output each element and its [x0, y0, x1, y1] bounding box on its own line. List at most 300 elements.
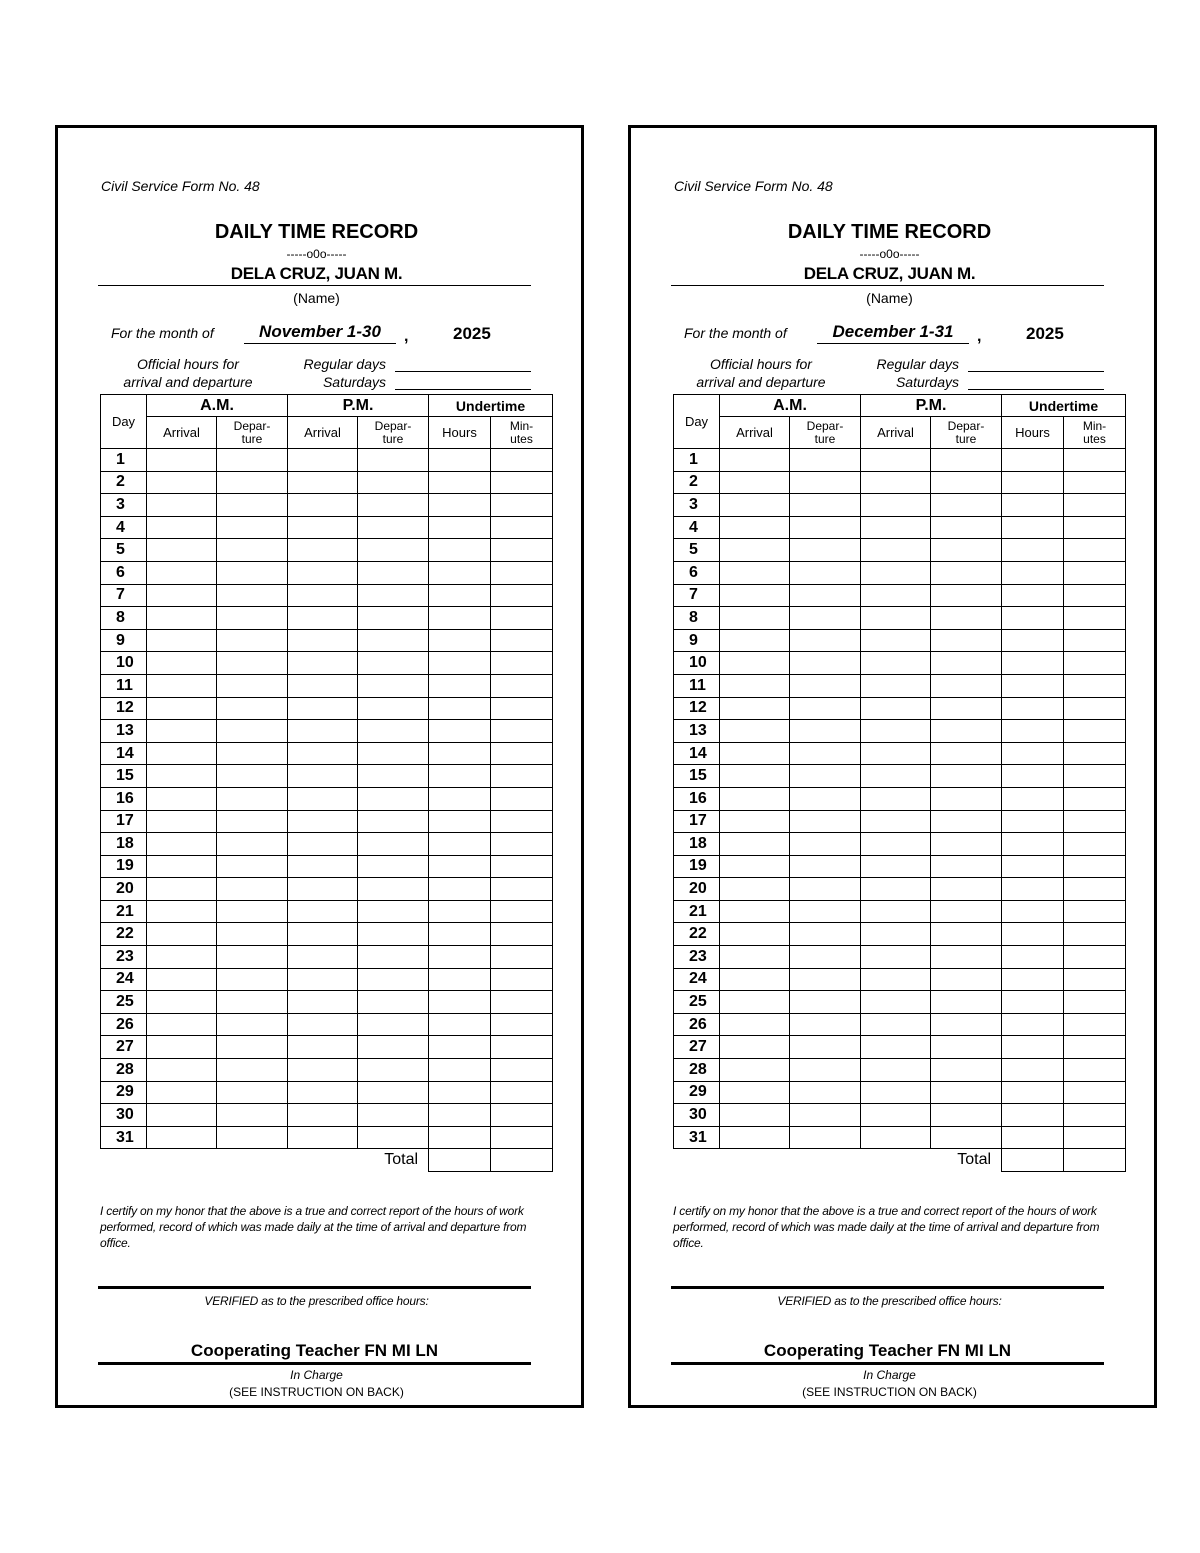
am-departure-cell[interactable] — [790, 968, 861, 991]
pm-departure-cell[interactable] — [931, 742, 1002, 765]
pm-arrival-cell[interactable] — [861, 1104, 931, 1127]
pm-departure-cell[interactable] — [358, 584, 429, 607]
undertime-hours-cell[interactable] — [429, 968, 491, 991]
pm-arrival-cell[interactable] — [288, 516, 358, 539]
undertime-minutes-cell[interactable] — [491, 471, 553, 494]
undertime-hours-cell[interactable] — [1002, 742, 1064, 765]
employee-signature-line[interactable] — [98, 1286, 531, 1289]
pm-departure-cell[interactable] — [931, 584, 1002, 607]
undertime-minutes-cell[interactable] — [491, 810, 553, 833]
am-arrival-cell[interactable] — [720, 833, 790, 856]
am-arrival-cell[interactable] — [720, 742, 790, 765]
undertime-minutes-cell[interactable] — [1064, 629, 1126, 652]
am-arrival-cell[interactable] — [147, 765, 217, 788]
pm-arrival-cell[interactable] — [288, 584, 358, 607]
pm-arrival-cell[interactable] — [861, 946, 931, 969]
pm-departure-cell[interactable] — [931, 1104, 1002, 1127]
am-arrival-cell[interactable] — [147, 1126, 217, 1149]
undertime-hours-cell[interactable] — [1002, 494, 1064, 517]
pm-departure-cell[interactable] — [931, 516, 1002, 539]
am-departure-cell[interactable] — [217, 720, 288, 743]
undertime-hours-cell[interactable] — [1002, 674, 1064, 697]
am-arrival-cell[interactable] — [720, 900, 790, 923]
undertime-minutes-cell[interactable] — [491, 900, 553, 923]
undertime-hours-cell[interactable] — [1002, 1126, 1064, 1149]
undertime-minutes-cell[interactable] — [1064, 539, 1126, 562]
pm-departure-cell[interactable] — [358, 1104, 429, 1127]
undertime-hours-cell[interactable] — [1002, 561, 1064, 584]
pm-arrival-cell[interactable] — [861, 674, 931, 697]
undertime-minutes-cell[interactable] — [1064, 946, 1126, 969]
am-departure-cell[interactable] — [790, 674, 861, 697]
undertime-minutes-cell[interactable] — [491, 1036, 553, 1059]
am-arrival-cell[interactable] — [147, 855, 217, 878]
pm-departure-cell[interactable] — [931, 449, 1002, 472]
undertime-minutes-cell[interactable] — [491, 720, 553, 743]
pm-departure-cell[interactable] — [358, 833, 429, 856]
undertime-hours-cell[interactable] — [1002, 1104, 1064, 1127]
am-arrival-cell[interactable] — [147, 494, 217, 517]
undertime-hours-cell[interactable] — [1002, 720, 1064, 743]
undertime-minutes-cell[interactable] — [491, 697, 553, 720]
undertime-hours-cell[interactable] — [1002, 471, 1064, 494]
pm-departure-cell[interactable] — [358, 1126, 429, 1149]
am-departure-cell[interactable] — [790, 991, 861, 1014]
undertime-minutes-cell[interactable] — [491, 991, 553, 1014]
undertime-hours-cell[interactable] — [1002, 787, 1064, 810]
undertime-minutes-cell[interactable] — [1064, 742, 1126, 765]
am-departure-cell[interactable] — [790, 449, 861, 472]
pm-departure-cell[interactable] — [931, 968, 1002, 991]
undertime-minutes-cell[interactable] — [491, 494, 553, 517]
total-hours-cell[interactable] — [429, 1149, 491, 1172]
am-arrival-cell[interactable] — [147, 697, 217, 720]
am-arrival-cell[interactable] — [720, 923, 790, 946]
undertime-hours-cell[interactable] — [429, 900, 491, 923]
am-departure-cell[interactable] — [217, 923, 288, 946]
undertime-hours-cell[interactable] — [429, 494, 491, 517]
undertime-minutes-cell[interactable] — [491, 607, 553, 630]
undertime-hours-cell[interactable] — [429, 471, 491, 494]
am-arrival-cell[interactable] — [147, 1059, 217, 1082]
am-departure-cell[interactable] — [790, 1059, 861, 1082]
am-arrival-cell[interactable] — [147, 923, 217, 946]
undertime-hours-cell[interactable] — [1002, 878, 1064, 901]
pm-departure-cell[interactable] — [931, 720, 1002, 743]
pm-departure-cell[interactable] — [931, 1059, 1002, 1082]
undertime-minutes-cell[interactable] — [1064, 1059, 1126, 1082]
pm-departure-cell[interactable] — [931, 629, 1002, 652]
undertime-hours-cell[interactable] — [1002, 855, 1064, 878]
undertime-minutes-cell[interactable] — [491, 1126, 553, 1149]
am-departure-cell[interactable] — [217, 1104, 288, 1127]
pm-arrival-cell[interactable] — [861, 449, 931, 472]
pm-departure-cell[interactable] — [358, 674, 429, 697]
undertime-hours-cell[interactable] — [429, 946, 491, 969]
pm-arrival-cell[interactable] — [861, 878, 931, 901]
pm-departure-cell[interactable] — [931, 652, 1002, 675]
am-arrival-cell[interactable] — [147, 629, 217, 652]
pm-arrival-cell[interactable] — [861, 494, 931, 517]
pm-departure-cell[interactable] — [931, 991, 1002, 1014]
pm-arrival-cell[interactable] — [288, 674, 358, 697]
undertime-hours-cell[interactable] — [1002, 516, 1064, 539]
undertime-hours-cell[interactable] — [1002, 584, 1064, 607]
am-departure-cell[interactable] — [217, 494, 288, 517]
pm-arrival-cell[interactable] — [288, 1013, 358, 1036]
pm-arrival-cell[interactable] — [288, 607, 358, 630]
pm-departure-cell[interactable] — [931, 674, 1002, 697]
undertime-hours-cell[interactable] — [1002, 900, 1064, 923]
undertime-hours-cell[interactable] — [1002, 607, 1064, 630]
pm-arrival-cell[interactable] — [861, 561, 931, 584]
undertime-hours-cell[interactable] — [1002, 833, 1064, 856]
undertime-hours-cell[interactable] — [429, 516, 491, 539]
am-arrival-cell[interactable] — [147, 449, 217, 472]
am-departure-cell[interactable] — [217, 561, 288, 584]
am-arrival-cell[interactable] — [147, 539, 217, 562]
pm-departure-cell[interactable] — [358, 561, 429, 584]
am-departure-cell[interactable] — [217, 810, 288, 833]
pm-arrival-cell[interactable] — [288, 449, 358, 472]
am-departure-cell[interactable] — [790, 516, 861, 539]
pm-departure-cell[interactable] — [931, 1013, 1002, 1036]
am-departure-cell[interactable] — [790, 878, 861, 901]
pm-arrival-cell[interactable] — [288, 1059, 358, 1082]
pm-departure-cell[interactable] — [931, 900, 1002, 923]
am-arrival-cell[interactable] — [720, 968, 790, 991]
pm-departure-cell[interactable] — [931, 810, 1002, 833]
total-minutes-cell[interactable] — [491, 1149, 553, 1172]
am-arrival-cell[interactable] — [720, 878, 790, 901]
undertime-hours-cell[interactable] — [429, 539, 491, 562]
am-departure-cell[interactable] — [217, 900, 288, 923]
pm-arrival-cell[interactable] — [861, 923, 931, 946]
regular-days-field[interactable] — [968, 371, 1104, 372]
undertime-hours-cell[interactable] — [429, 561, 491, 584]
pm-arrival-cell[interactable] — [288, 878, 358, 901]
am-arrival-cell[interactable] — [147, 833, 217, 856]
am-departure-cell[interactable] — [217, 968, 288, 991]
pm-arrival-cell[interactable] — [288, 765, 358, 788]
am-arrival-cell[interactable] — [720, 855, 790, 878]
am-arrival-cell[interactable] — [720, 720, 790, 743]
undertime-minutes-cell[interactable] — [1064, 810, 1126, 833]
undertime-minutes-cell[interactable] — [1064, 561, 1126, 584]
am-departure-cell[interactable] — [790, 810, 861, 833]
am-departure-cell[interactable] — [217, 516, 288, 539]
am-departure-cell[interactable] — [217, 449, 288, 472]
pm-departure-cell[interactable] — [358, 1059, 429, 1082]
am-arrival-cell[interactable] — [720, 449, 790, 472]
undertime-hours-cell[interactable] — [429, 991, 491, 1014]
am-arrival-cell[interactable] — [720, 1104, 790, 1127]
undertime-minutes-cell[interactable] — [491, 1104, 553, 1127]
pm-arrival-cell[interactable] — [861, 833, 931, 856]
pm-departure-cell[interactable] — [931, 833, 1002, 856]
undertime-minutes-cell[interactable] — [1064, 494, 1126, 517]
undertime-hours-cell[interactable] — [429, 1126, 491, 1149]
undertime-minutes-cell[interactable] — [1064, 923, 1126, 946]
am-arrival-cell[interactable] — [147, 742, 217, 765]
undertime-minutes-cell[interactable] — [1064, 652, 1126, 675]
undertime-minutes-cell[interactable] — [1064, 878, 1126, 901]
undertime-minutes-cell[interactable] — [1064, 787, 1126, 810]
undertime-hours-cell[interactable] — [1002, 946, 1064, 969]
in-charge-signature-line[interactable] — [98, 1362, 531, 1365]
undertime-minutes-cell[interactable] — [1064, 991, 1126, 1014]
undertime-minutes-cell[interactable] — [1064, 1104, 1126, 1127]
pm-departure-cell[interactable] — [931, 539, 1002, 562]
pm-arrival-cell[interactable] — [288, 539, 358, 562]
pm-arrival-cell[interactable] — [288, 652, 358, 675]
undertime-minutes-cell[interactable] — [1064, 833, 1126, 856]
pm-departure-cell[interactable] — [931, 471, 1002, 494]
undertime-minutes-cell[interactable] — [491, 629, 553, 652]
am-departure-cell[interactable] — [790, 1104, 861, 1127]
pm-arrival-cell[interactable] — [288, 629, 358, 652]
undertime-minutes-cell[interactable] — [1064, 1126, 1126, 1149]
pm-departure-cell[interactable] — [358, 742, 429, 765]
pm-arrival-cell[interactable] — [861, 1059, 931, 1082]
pm-departure-cell[interactable] — [358, 900, 429, 923]
pm-arrival-cell[interactable] — [288, 900, 358, 923]
am-arrival-cell[interactable] — [147, 561, 217, 584]
undertime-minutes-cell[interactable] — [491, 742, 553, 765]
pm-departure-cell[interactable] — [358, 652, 429, 675]
pm-arrival-cell[interactable] — [861, 900, 931, 923]
am-arrival-cell[interactable] — [147, 1104, 217, 1127]
am-departure-cell[interactable] — [790, 629, 861, 652]
saturdays-field[interactable] — [968, 389, 1104, 390]
undertime-minutes-cell[interactable] — [491, 1059, 553, 1082]
am-departure-cell[interactable] — [217, 697, 288, 720]
am-arrival-cell[interactable] — [720, 539, 790, 562]
undertime-minutes-cell[interactable] — [491, 765, 553, 788]
pm-arrival-cell[interactable] — [288, 946, 358, 969]
pm-departure-cell[interactable] — [358, 765, 429, 788]
pm-departure-cell[interactable] — [358, 1013, 429, 1036]
am-departure-cell[interactable] — [217, 878, 288, 901]
pm-departure-cell[interactable] — [931, 561, 1002, 584]
undertime-hours-cell[interactable] — [429, 1104, 491, 1127]
am-arrival-cell[interactable] — [147, 607, 217, 630]
pm-departure-cell[interactable] — [358, 539, 429, 562]
am-arrival-cell[interactable] — [720, 1081, 790, 1104]
pm-arrival-cell[interactable] — [861, 810, 931, 833]
pm-departure-cell[interactable] — [931, 697, 1002, 720]
pm-arrival-cell[interactable] — [861, 652, 931, 675]
pm-departure-cell[interactable] — [358, 720, 429, 743]
pm-arrival-cell[interactable] — [288, 787, 358, 810]
am-arrival-cell[interactable] — [720, 516, 790, 539]
pm-arrival-cell[interactable] — [861, 629, 931, 652]
pm-arrival-cell[interactable] — [861, 855, 931, 878]
pm-arrival-cell[interactable] — [288, 923, 358, 946]
pm-departure-cell[interactable] — [358, 516, 429, 539]
undertime-hours-cell[interactable] — [429, 449, 491, 472]
pm-departure-cell[interactable] — [931, 765, 1002, 788]
am-arrival-cell[interactable] — [720, 1036, 790, 1059]
pm-departure-cell[interactable] — [931, 787, 1002, 810]
am-departure-cell[interactable] — [790, 1081, 861, 1104]
am-departure-cell[interactable] — [790, 742, 861, 765]
undertime-hours-cell[interactable] — [1002, 765, 1064, 788]
undertime-minutes-cell[interactable] — [491, 561, 553, 584]
pm-departure-cell[interactable] — [358, 878, 429, 901]
pm-arrival-cell[interactable] — [861, 1081, 931, 1104]
pm-departure-cell[interactable] — [358, 968, 429, 991]
pm-arrival-cell[interactable] — [861, 539, 931, 562]
am-departure-cell[interactable] — [217, 674, 288, 697]
am-departure-cell[interactable] — [790, 833, 861, 856]
pm-arrival-cell[interactable] — [288, 833, 358, 856]
pm-departure-cell[interactable] — [358, 946, 429, 969]
undertime-minutes-cell[interactable] — [491, 968, 553, 991]
pm-departure-cell[interactable] — [358, 607, 429, 630]
undertime-minutes-cell[interactable] — [1064, 720, 1126, 743]
am-departure-cell[interactable] — [790, 652, 861, 675]
am-arrival-cell[interactable] — [720, 1126, 790, 1149]
undertime-hours-cell[interactable] — [429, 584, 491, 607]
pm-arrival-cell[interactable] — [288, 1126, 358, 1149]
pm-departure-cell[interactable] — [931, 607, 1002, 630]
undertime-minutes-cell[interactable] — [1064, 1036, 1126, 1059]
am-arrival-cell[interactable] — [720, 697, 790, 720]
am-arrival-cell[interactable] — [147, 946, 217, 969]
pm-arrival-cell[interactable] — [288, 810, 358, 833]
undertime-hours-cell[interactable] — [429, 810, 491, 833]
undertime-minutes-cell[interactable] — [491, 787, 553, 810]
am-arrival-cell[interactable] — [720, 946, 790, 969]
am-arrival-cell[interactable] — [147, 991, 217, 1014]
am-departure-cell[interactable] — [217, 629, 288, 652]
pm-departure-cell[interactable] — [358, 1081, 429, 1104]
undertime-hours-cell[interactable] — [429, 765, 491, 788]
pm-departure-cell[interactable] — [358, 629, 429, 652]
am-arrival-cell[interactable] — [147, 516, 217, 539]
pm-arrival-cell[interactable] — [861, 607, 931, 630]
pm-arrival-cell[interactable] — [861, 742, 931, 765]
undertime-minutes-cell[interactable] — [491, 1013, 553, 1036]
am-arrival-cell[interactable] — [720, 787, 790, 810]
pm-departure-cell[interactable] — [358, 494, 429, 517]
undertime-hours-cell[interactable] — [429, 787, 491, 810]
am-departure-cell[interactable] — [217, 539, 288, 562]
undertime-minutes-cell[interactable] — [491, 946, 553, 969]
am-departure-cell[interactable] — [217, 1126, 288, 1149]
pm-arrival-cell[interactable] — [861, 991, 931, 1014]
am-arrival-cell[interactable] — [147, 720, 217, 743]
total-minutes-cell[interactable] — [1064, 1149, 1126, 1172]
pm-departure-cell[interactable] — [358, 855, 429, 878]
pm-departure-cell[interactable] — [931, 878, 1002, 901]
am-arrival-cell[interactable] — [147, 1013, 217, 1036]
am-arrival-cell[interactable] — [720, 765, 790, 788]
pm-arrival-cell[interactable] — [861, 1036, 931, 1059]
pm-departure-cell[interactable] — [931, 946, 1002, 969]
am-arrival-cell[interactable] — [147, 810, 217, 833]
am-departure-cell[interactable] — [790, 1036, 861, 1059]
am-departure-cell[interactable] — [217, 946, 288, 969]
undertime-hours-cell[interactable] — [1002, 629, 1064, 652]
undertime-hours-cell[interactable] — [1002, 652, 1064, 675]
am-departure-cell[interactable] — [217, 787, 288, 810]
undertime-hours-cell[interactable] — [1002, 968, 1064, 991]
am-departure-cell[interactable] — [790, 923, 861, 946]
pm-arrival-cell[interactable] — [288, 720, 358, 743]
am-departure-cell[interactable] — [217, 1081, 288, 1104]
pm-arrival-cell[interactable] — [288, 561, 358, 584]
am-departure-cell[interactable] — [790, 584, 861, 607]
in-charge-signature-line[interactable] — [671, 1362, 1104, 1365]
undertime-minutes-cell[interactable] — [491, 539, 553, 562]
undertime-hours-cell[interactable] — [429, 1036, 491, 1059]
am-departure-cell[interactable] — [790, 1126, 861, 1149]
pm-departure-cell[interactable] — [358, 810, 429, 833]
undertime-minutes-cell[interactable] — [1064, 697, 1126, 720]
am-arrival-cell[interactable] — [720, 607, 790, 630]
undertime-minutes-cell[interactable] — [491, 833, 553, 856]
am-departure-cell[interactable] — [790, 946, 861, 969]
am-departure-cell[interactable] — [217, 742, 288, 765]
pm-departure-cell[interactable] — [358, 1036, 429, 1059]
undertime-minutes-cell[interactable] — [1064, 855, 1126, 878]
undertime-minutes-cell[interactable] — [1064, 968, 1126, 991]
pm-arrival-cell[interactable] — [861, 471, 931, 494]
pm-arrival-cell[interactable] — [288, 1081, 358, 1104]
undertime-hours-cell[interactable] — [1002, 810, 1064, 833]
undertime-hours-cell[interactable] — [429, 1059, 491, 1082]
undertime-minutes-cell[interactable] — [491, 855, 553, 878]
undertime-hours-cell[interactable] — [1002, 697, 1064, 720]
am-arrival-cell[interactable] — [147, 878, 217, 901]
undertime-minutes-cell[interactable] — [491, 1081, 553, 1104]
pm-arrival-cell[interactable] — [861, 720, 931, 743]
undertime-minutes-cell[interactable] — [1064, 765, 1126, 788]
undertime-hours-cell[interactable] — [429, 878, 491, 901]
undertime-hours-cell[interactable] — [1002, 1013, 1064, 1036]
pm-arrival-cell[interactable] — [288, 968, 358, 991]
pm-arrival-cell[interactable] — [288, 742, 358, 765]
am-departure-cell[interactable] — [790, 607, 861, 630]
am-arrival-cell[interactable] — [720, 1059, 790, 1082]
am-arrival-cell[interactable] — [147, 968, 217, 991]
am-arrival-cell[interactable] — [720, 629, 790, 652]
am-departure-cell[interactable] — [790, 900, 861, 923]
employee-signature-line[interactable] — [671, 1286, 1104, 1289]
am-arrival-cell[interactable] — [720, 652, 790, 675]
am-departure-cell[interactable] — [790, 855, 861, 878]
undertime-minutes-cell[interactable] — [1064, 449, 1126, 472]
undertime-minutes-cell[interactable] — [1064, 1081, 1126, 1104]
am-departure-cell[interactable] — [790, 720, 861, 743]
am-departure-cell[interactable] — [217, 855, 288, 878]
pm-arrival-cell[interactable] — [288, 494, 358, 517]
pm-arrival-cell[interactable] — [861, 1013, 931, 1036]
am-arrival-cell[interactable] — [147, 674, 217, 697]
pm-departure-cell[interactable] — [358, 923, 429, 946]
am-departure-cell[interactable] — [217, 584, 288, 607]
pm-departure-cell[interactable] — [931, 1126, 1002, 1149]
am-arrival-cell[interactable] — [147, 787, 217, 810]
pm-departure-cell[interactable] — [358, 787, 429, 810]
undertime-hours-cell[interactable] — [429, 629, 491, 652]
undertime-hours-cell[interactable] — [1002, 449, 1064, 472]
am-departure-cell[interactable] — [217, 1013, 288, 1036]
am-arrival-cell[interactable] — [147, 900, 217, 923]
undertime-minutes-cell[interactable] — [491, 674, 553, 697]
